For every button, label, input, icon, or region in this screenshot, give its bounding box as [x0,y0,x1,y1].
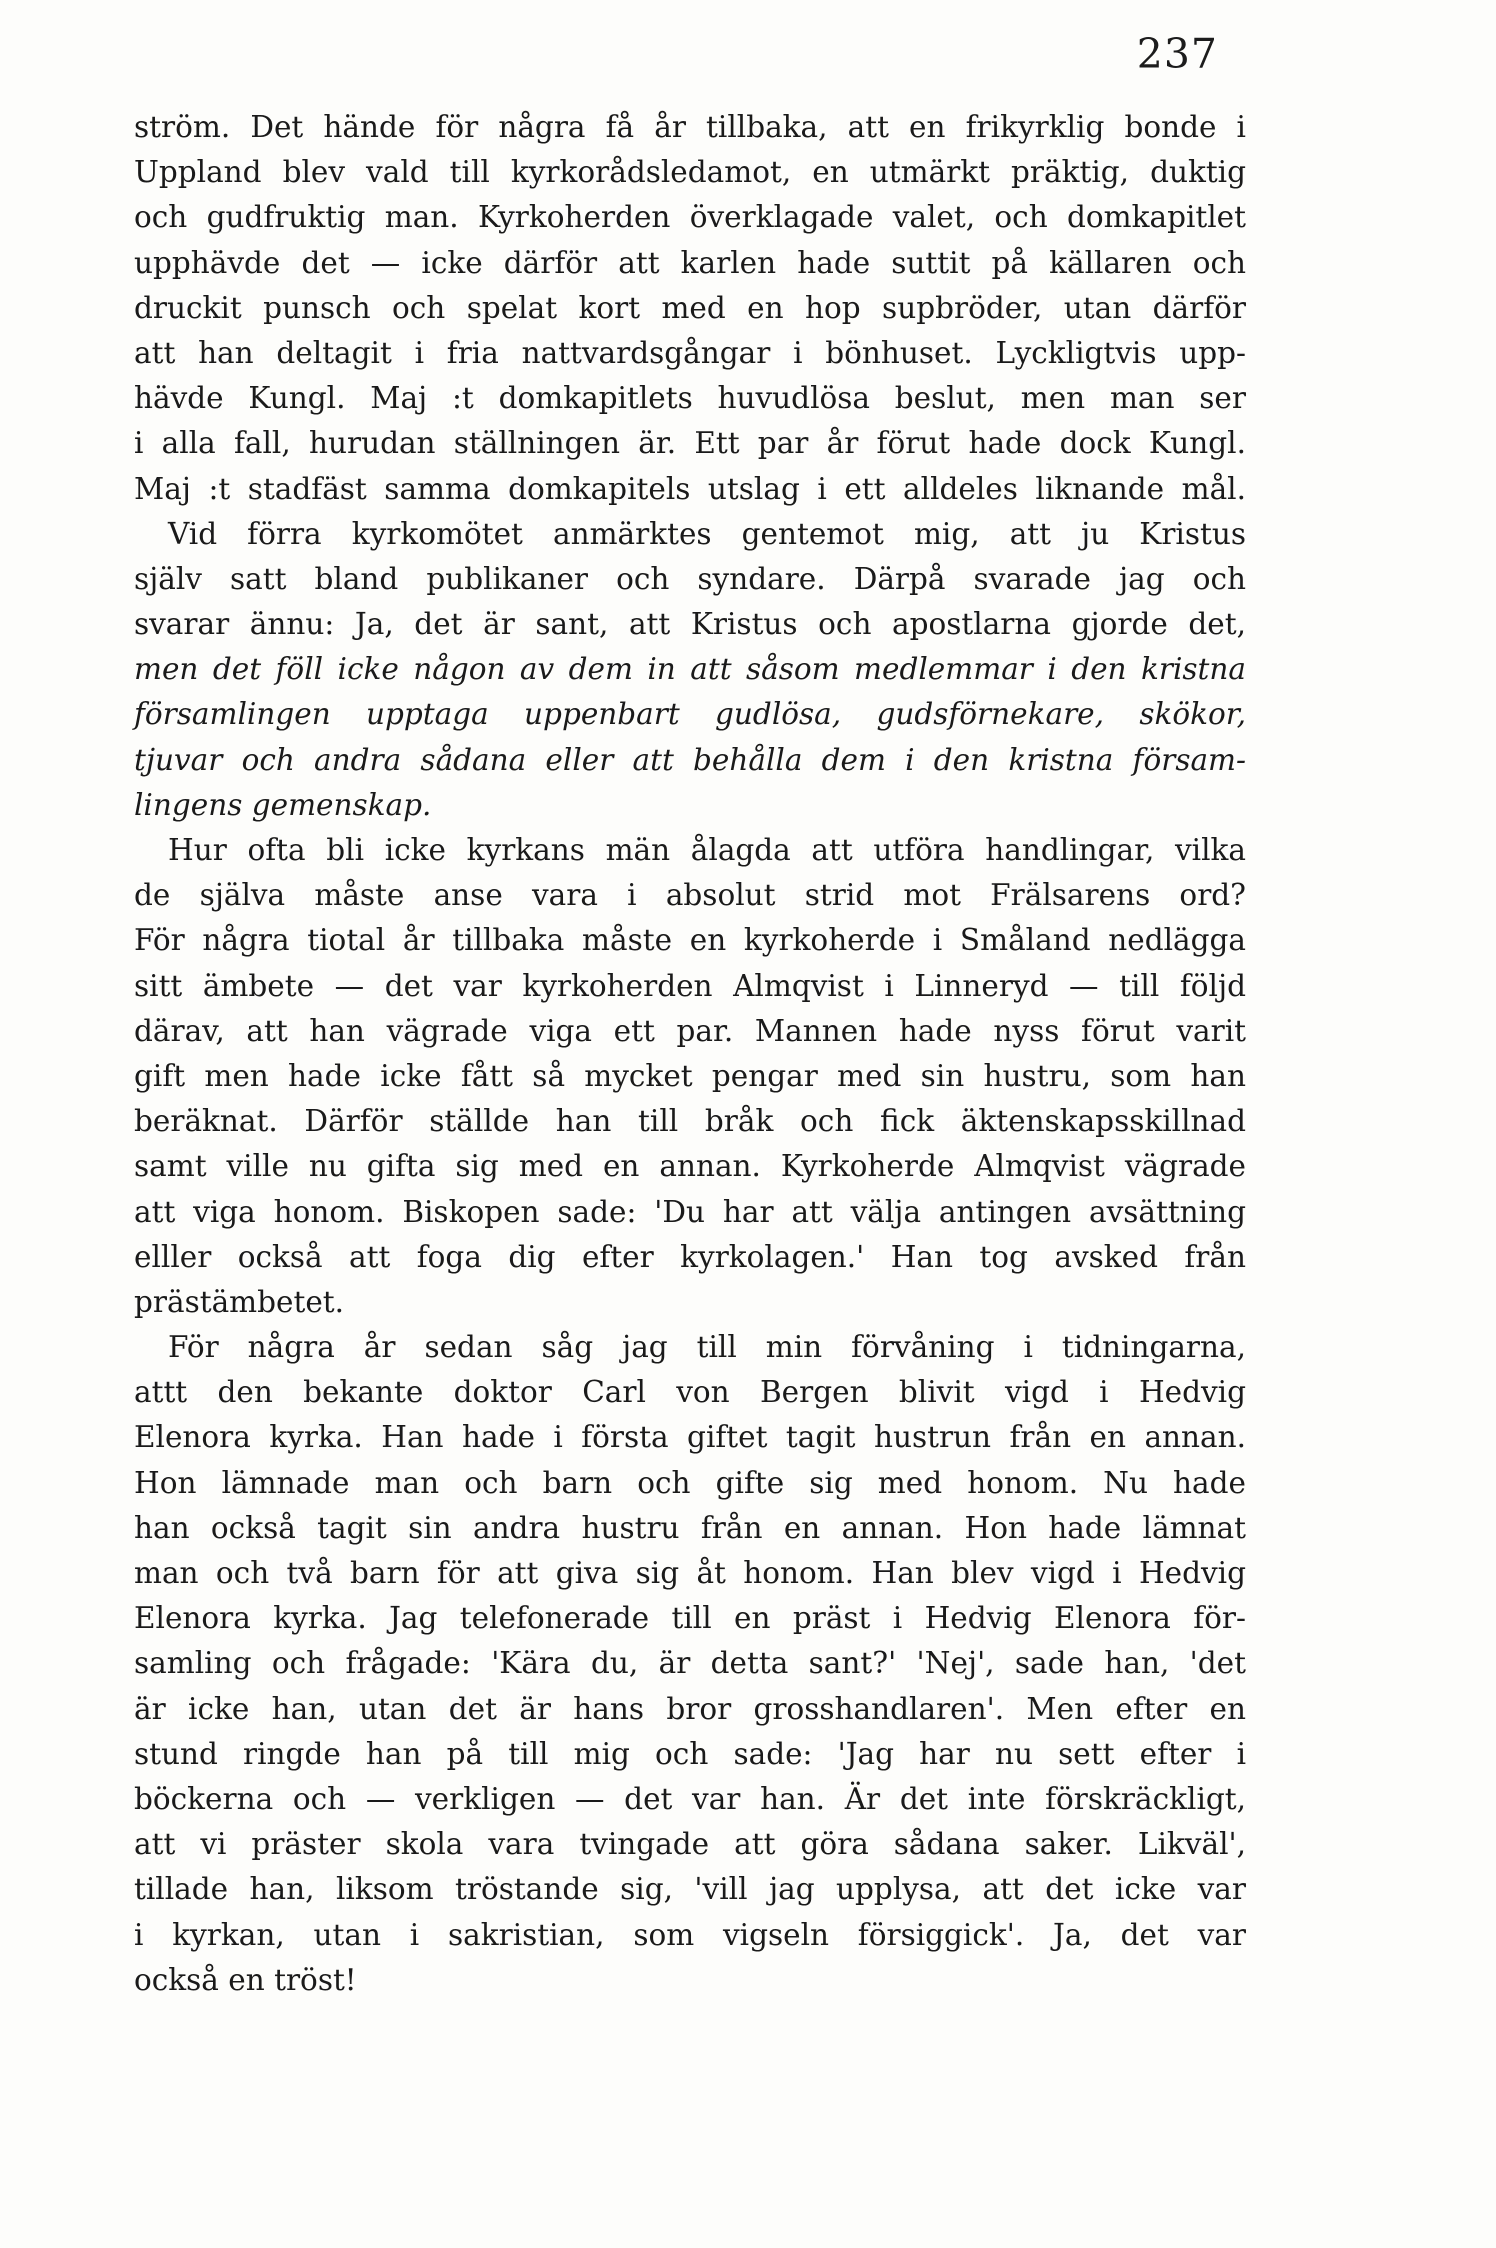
text-line: tjuvar och andra sådana eller att behålla dem i den kristna försam- [134,742,1246,777]
text-line: och gudfruktig man. Kyrkoherden överklagade valet, och domkapitlet [134,200,1246,235]
text-line: man och två barn för att giva sig åt honom. Han blev vigd i Hedvig [134,1556,1246,1590]
text-line: samt ville nu gifta sig med en annan. Kyrkoherde Almqvist vägrade [134,1149,1246,1184]
text-line: Hur ofta bli icke kyrkans män ålagda att utföra handlingar, vilka [168,833,1246,867]
text-line: lingens gemenskap. [134,787,432,822]
text-line: svarar ännu: Ja, det är sant, att Kristus och apostlarna gjorde det, [134,607,1246,642]
text-line: Vid förra kyrkomötet anmärktes gentemot mig, att ju Kristus [168,516,1246,551]
text-line: i kyrkan, utan i sakristian, som vigseln försiggick'. Ja, det var [134,1917,1246,1952]
text-line: prästämbetet. [134,1284,345,1319]
text-line: tillade han, liksom tröstande sig, 'vill jag upplysa, att det icke var [134,1872,1246,1907]
page-number: 237 [1136,30,1218,78]
text-line: druckit punsch och spelat kort med en hop supbröder, utan därför [134,290,1246,325]
text-line: att vi präster skola vara tvingade att göra sådana saker. Likväl', [134,1827,1246,1862]
text-line: därav, att han vägrade viga ett par. Mannen hade nyss förut varit [134,1013,1246,1048]
text-line: Elenora kyrka. Han hade i första giftet tagit hustrun från en annan. [134,1420,1246,1455]
text-line: attt den bekante doktor Carl von Bergen blivit vigd i Hedvig [134,1375,1246,1410]
text-line: också en tröst! [134,1962,357,1997]
text-line: sitt ämbete — det var kyrkoherden Almqvist i Linneryd — till följd [134,968,1246,1003]
text-line: ström. Det hände för några få år tillbaka, att en frikyrklig bonde i [134,110,1246,144]
text-line: men det föll icke någon av dem in att såsom medlemmar i den kristna [134,652,1246,687]
text-line: Hon lämnade man och barn och gifte sig med honom. Nu hade [134,1465,1246,1500]
text-line: att han deltagit i fria nattvardsgångar i bönhuset. Lyckligtvis upp- [134,335,1246,370]
text-line: han också tagit sin andra hustru från en annan. Hon hade lämnat [134,1510,1246,1545]
text-line: elller också att foga dig efter kyrkolagen.' Han tog avsked från [134,1239,1246,1274]
text-line: upphävde det — icke därför att karlen hade suttit på källaren och [134,245,1246,280]
text-line: Maj :t stadfäst samma domkapitels utslag i ett alldeles liknande mål. [134,471,1246,506]
text-line: i alla fall, hurudan ställningen är. Ett par år förut hade dock Kungl. [134,426,1246,461]
text-line: böckerna och — verkligen — det var han. Är det inte förskräckligt, [134,1781,1246,1816]
text-line: själv satt bland publikaner och syndare. Därpå svarade jag och [134,561,1246,596]
text-line: stund ringde han på till mig och sade: 'Jag har nu sett efter i [134,1736,1246,1771]
text-line: gift men hade icke fått så mycket pengar med sin hustru, som han [134,1058,1246,1093]
text-line: För några år sedan såg jag till min förvåning i tidningarna, [168,1330,1246,1365]
text-line: att viga honom. Biskopen sade: 'Du har att välja antingen avsättning [134,1194,1246,1229]
text-line: Elenora kyrka. Jag telefonerade till en präst i Hedvig Elenora för- [134,1601,1246,1636]
body-text [134,105,1246,2003]
text-line: de själva måste anse vara i absolut strid mot Frälsarens ord? [134,878,1246,913]
text-line: hävde Kungl. Maj :t domkapitlets huvudlösa beslut, men man ser [134,381,1246,416]
text-line: Uppland blev vald till kyrkorådsledamot, en utmärkt präktig, duktig [134,155,1246,190]
text-line: församlingen upptaga uppenbart gudlösa, gudsförnekare, skökor, [134,697,1246,732]
text-line: är icke han, utan det är hans bror grosshandlaren'. Men efter en [134,1691,1246,1726]
text-line: beräknat. Därför ställde han till bråk och fick äktenskapsskillnad [134,1104,1246,1139]
text-line: För några tiotal år tillbaka måste en kyrkoherde i Småland nedlägga [134,923,1246,958]
text-line: samling och frågade: 'Kära du, är detta sant?' 'Nej', sade han, 'det [134,1646,1246,1681]
